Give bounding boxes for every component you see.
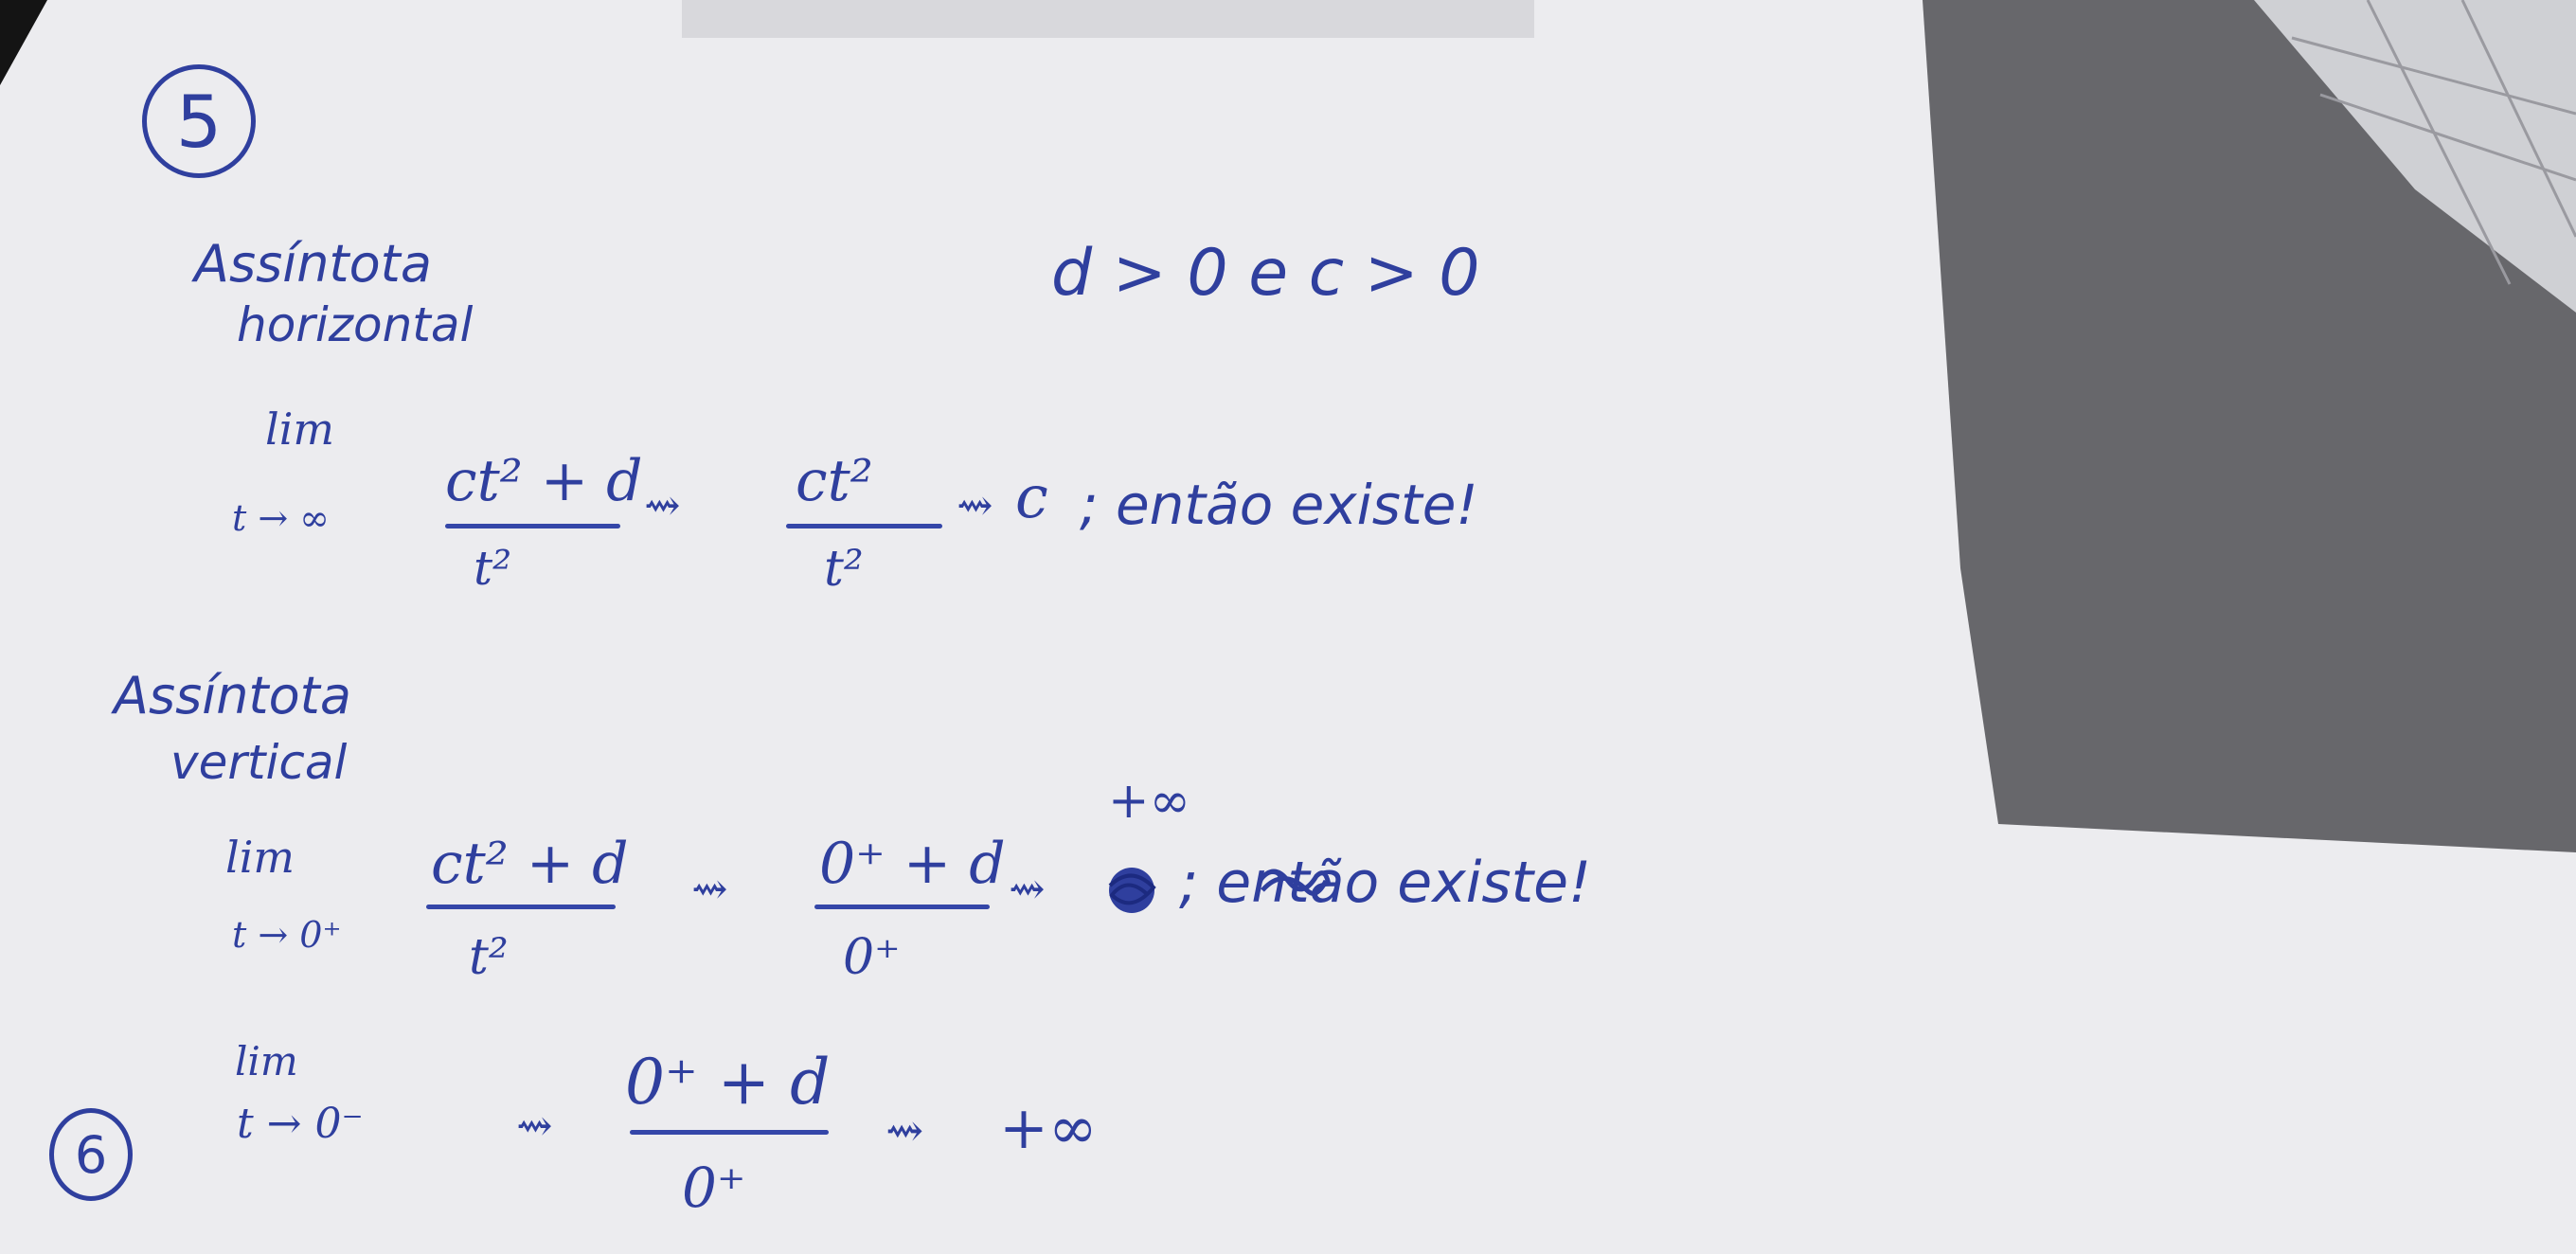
above-result-vertical: +∞ xyxy=(1108,773,1190,830)
heading-horizontal-line1: Assíntota xyxy=(194,234,432,294)
fraction2-numerator-horizontal: ct² xyxy=(796,448,873,514)
item-number-5-circle xyxy=(142,64,256,178)
fraction1-numerator-horizontal: ct² + d xyxy=(445,448,643,514)
fraction1-denominator-vertical: t² xyxy=(469,929,509,986)
fraction-bar-item6 xyxy=(630,1130,829,1135)
lim-word-item6: lim xyxy=(235,1038,298,1084)
heading-vertical-line2: vertical xyxy=(170,735,348,790)
item-number-5: 5 xyxy=(175,79,223,164)
scribbled-out-mark xyxy=(1099,857,1165,923)
lim-subscript-horizontal: t → ∞ xyxy=(232,497,330,539)
fraction1-bar-horizontal xyxy=(445,524,620,528)
fraction1-numerator-vertical: ct² + d xyxy=(431,831,629,897)
conclusion-horizontal: ; então existe! xyxy=(1080,473,1478,537)
arrow1-horizontal: ⇝ xyxy=(644,479,681,530)
lim-subscript-item6: t → 0⁻ xyxy=(237,1100,364,1148)
second-paper-edge xyxy=(682,0,1534,38)
lim-word-vertical: lim xyxy=(225,832,295,883)
result-horizontal: c xyxy=(1015,462,1048,531)
arrow2-vertical: ⇝ xyxy=(1009,863,1046,914)
fraction1-bar-vertical xyxy=(426,905,616,909)
fraction2-denominator-vertical: 0⁺ xyxy=(843,929,901,986)
fraction2-denominator-horizontal: t² xyxy=(824,541,864,598)
fraction-numerator-item6: 0⁺ + d xyxy=(625,1046,831,1119)
conditions-text: d > 0 e c > 0 xyxy=(1051,236,1480,311)
fraction-denominator-item6: 0⁺ xyxy=(682,1155,746,1220)
conclusion-vertical: ; então existe! xyxy=(1179,850,1592,916)
fraction1-denominator-horizontal: t² xyxy=(474,541,512,596)
lim-word-horizontal: lim xyxy=(265,403,335,455)
item-number-6: 6 xyxy=(74,1124,108,1185)
item-number-6-circle xyxy=(49,1108,133,1201)
lim-subscript-vertical: t → 0⁺ xyxy=(232,914,342,956)
heading-horizontal-line2: horizontal xyxy=(237,297,474,352)
fraction2-bar-horizontal xyxy=(786,524,942,528)
arrow1-item6: ⇝ xyxy=(516,1100,553,1151)
arrow1-vertical: ⇝ xyxy=(691,863,728,914)
fraction2-numerator-vertical: 0⁺ + d xyxy=(819,831,1006,897)
arrow2-item6: ⇝ xyxy=(886,1104,924,1157)
result-item6: +∞ xyxy=(999,1093,1098,1162)
arrow2-horizontal: ⇝ xyxy=(957,479,993,530)
fraction2-bar-vertical xyxy=(814,905,990,909)
heading-vertical-line1: Assíntota xyxy=(114,666,351,726)
